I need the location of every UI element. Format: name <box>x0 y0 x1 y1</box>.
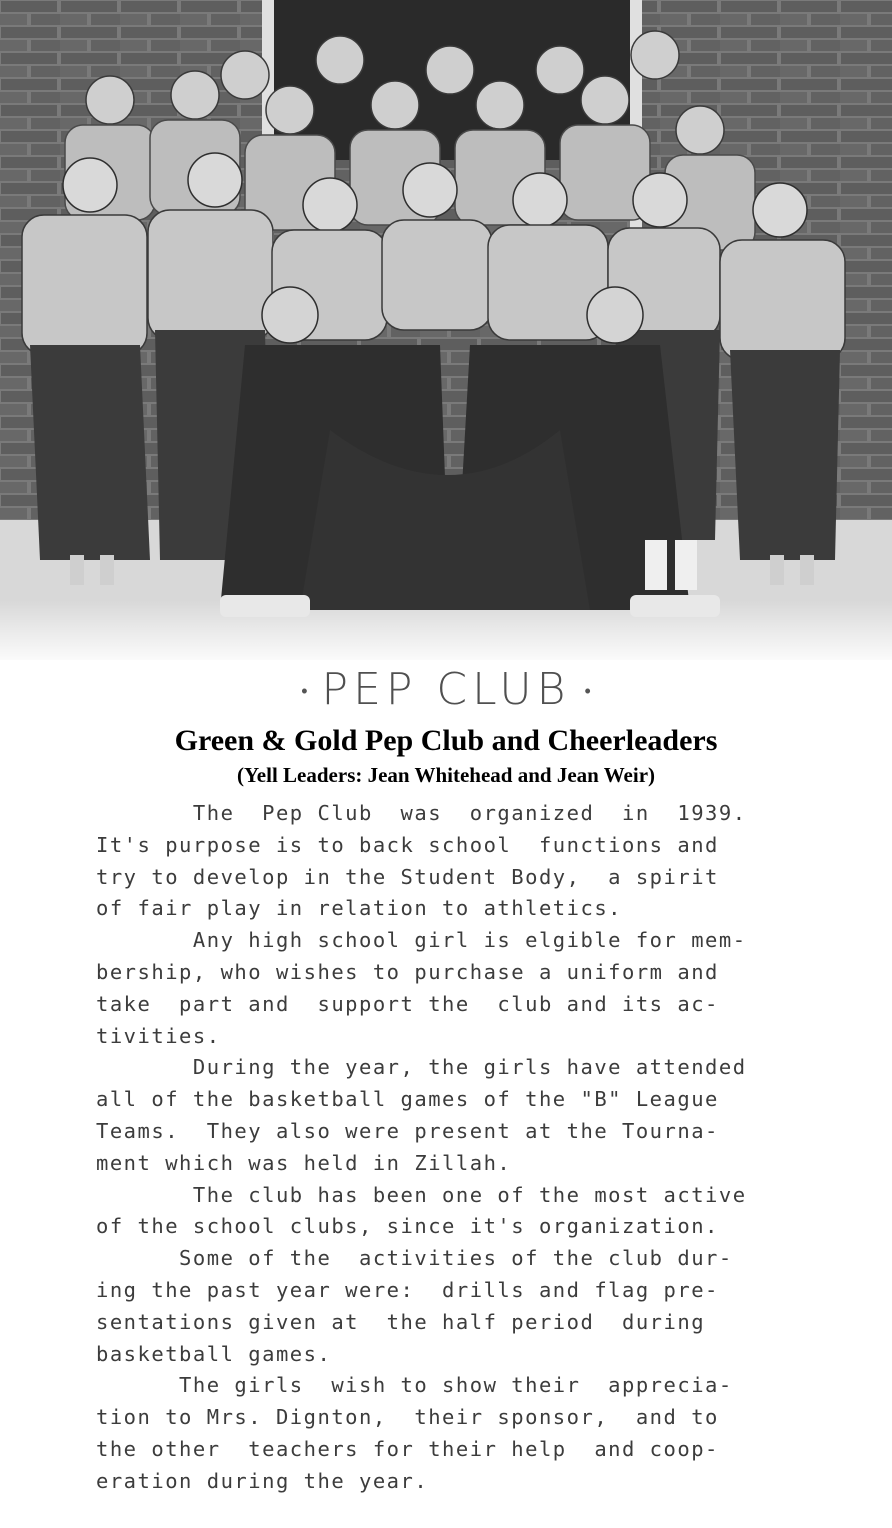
article-line: It's purpose is to back school functions and <box>96 832 719 857</box>
article-line: take part and support the club and its ac- <box>96 991 719 1016</box>
pep-club-heading-text: PEP CLUB <box>321 664 571 715</box>
page-title: Green & Gold Pep Club and Cheerleaders <box>174 724 718 757</box>
article-body <box>96 798 816 1498</box>
article-line: of the school clubs, since it's organization. <box>96 1214 719 1239</box>
article-line: tion to Mrs. Dignton, their sponsor, and to <box>96 1405 719 1430</box>
article-line: tivities. <box>96 1023 221 1048</box>
article-line: of fair play in relation to athletics. <box>96 896 622 921</box>
article-line: The Pep Club was organized in 1939. <box>96 801 747 825</box>
article-line: basketball games. <box>96 1341 332 1366</box>
article-line: During the year, the girls have attended <box>96 1055 747 1080</box>
article-line: ment which was held in Zillah. <box>96 1150 512 1175</box>
article-line: bership, who wishes to purchase a uniform and <box>96 959 719 984</box>
article-line: The girls wish to show their apprecia- <box>96 1373 733 1398</box>
group-photo-illustration <box>0 0 892 660</box>
pep-club-heading <box>0 664 892 718</box>
article-line: the other teachers for their help and coop- <box>96 1436 719 1461</box>
group-photo <box>0 0 892 660</box>
article-line: Teams. They also were present at the Tourna- <box>96 1118 719 1143</box>
article-line: The club has been one of the most active <box>96 1182 747 1207</box>
article-line: eration during the year. <box>96 1468 429 1493</box>
page-subtitle: (Yell Leaders: Jean Whitehead and Jean Weir) <box>236 763 656 787</box>
article-line: ing the past year were: drills and flag pre- <box>96 1277 719 1302</box>
article-line: Any high school girl is elgible for mem- <box>96 928 747 953</box>
bullet-dot-right: • <box>584 681 591 702</box>
article-line: all of the basketball games of the "B" League <box>96 1087 719 1112</box>
article-line: Some of the activities of the club dur- <box>96 1246 733 1271</box>
bullet-dot-left: • <box>301 681 308 702</box>
article-line: sentations given at the half period during <box>96 1309 706 1334</box>
article-line: try to develop in the Student Body, a spirit <box>96 864 719 889</box>
